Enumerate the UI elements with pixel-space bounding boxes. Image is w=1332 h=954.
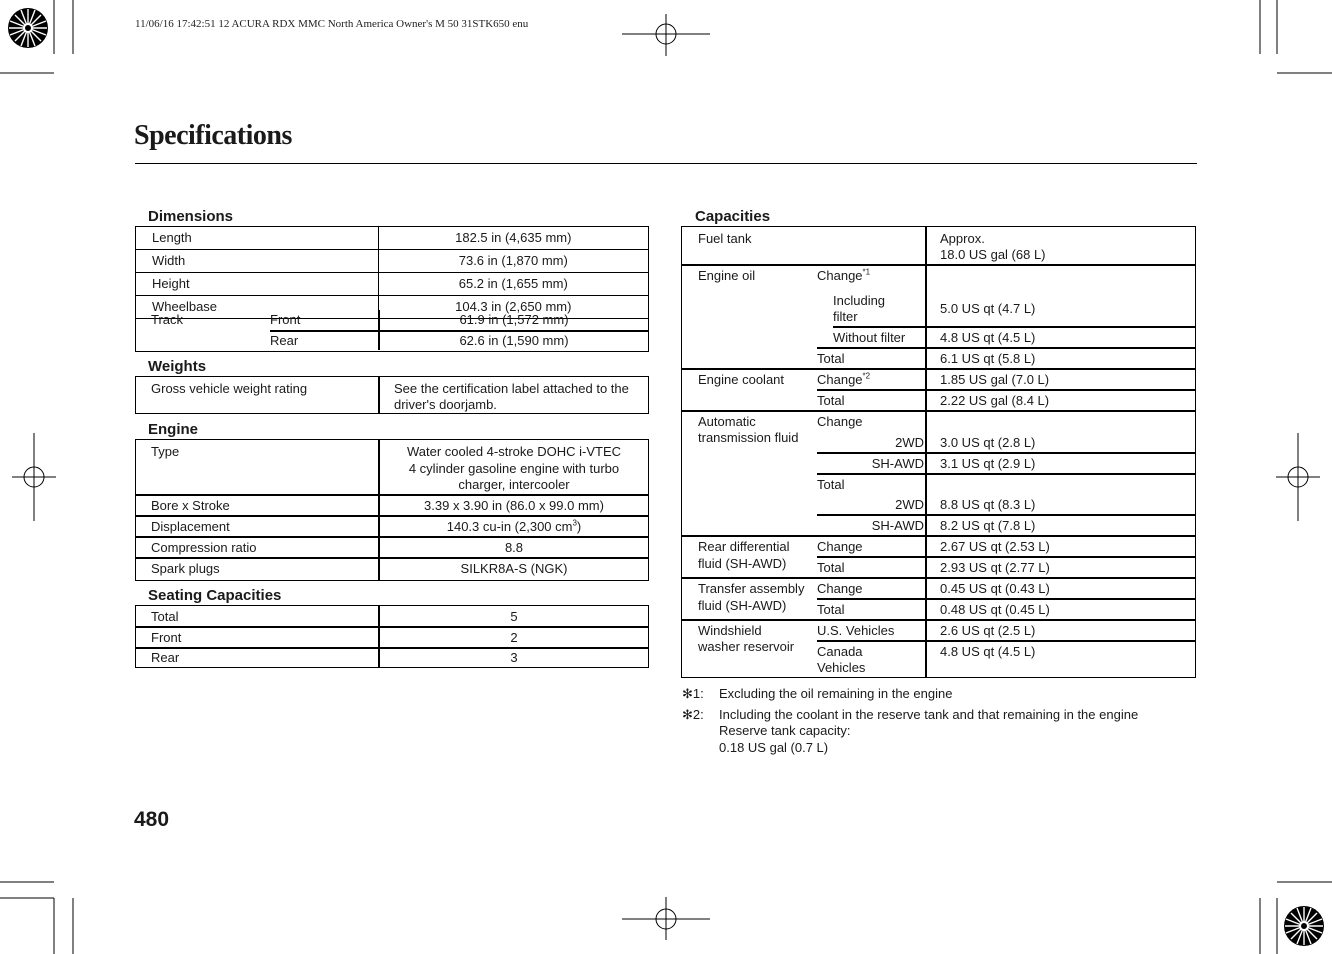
footnote-1-text: Excluding the oil remaining in the engine xyxy=(719,686,953,701)
page-title: Specifications xyxy=(134,120,292,151)
spark-plugs-label: Spark plugs xyxy=(151,561,220,576)
transfer-label-2: fluid (SH-AWD) xyxy=(698,598,787,613)
atf-total-2wd-value: 8.8 US qt (8.3 L) xyxy=(940,497,1036,512)
capacities-table xyxy=(681,226,1196,678)
canada-value: 4.8 US qt (4.5 L) xyxy=(940,644,1036,659)
print-header: 11/06/16 17:42:51 12 ACURA RDX MMC North America Owner's M 50 31STK650 enu xyxy=(135,18,529,30)
rear-diff-total-label: Total xyxy=(817,560,845,575)
coolant-total-label: Total xyxy=(817,393,845,408)
track-label: Track xyxy=(151,312,184,327)
transfer-change-label: Change xyxy=(817,581,863,596)
bore-stroke-value: 3.39 x 3.90 in (86.0 x 99.0 mm) xyxy=(424,498,604,513)
atf-change-shawd-label: SH-AWD xyxy=(871,456,924,471)
displacement-value: 140.3 cu-in (2,300 $cm^3$) xyxy=(446,518,582,534)
without-filter-value: 4.8 US qt (4.5 L) xyxy=(940,330,1036,345)
atf-label-1: Automatic xyxy=(698,414,756,429)
seating-total-value: 5 xyxy=(510,609,518,624)
fuel-tank-label: Fuel tank xyxy=(698,231,752,246)
engine-type-line-3: charger, intercooler xyxy=(458,477,570,492)
weights-table xyxy=(135,376,649,414)
transfer-total-label: Total xyxy=(817,602,845,617)
engine-type-line-1: Water cooled 4-stroke DOHC i-VTEC xyxy=(406,444,622,459)
row-value: 182.5 in (4,635 mm) xyxy=(378,227,648,250)
atf-total-shawd-value: 8.2 US qt (7.8 L) xyxy=(940,518,1036,533)
dimensions-table xyxy=(135,226,649,319)
page-number: 480 xyxy=(134,808,170,831)
seating-total-label: Total xyxy=(151,609,179,624)
footnote-2-text-1: Including the coolant in the reserve tank and that remaining in the engine xyxy=(719,707,1139,722)
track-rear-value: 62.6 in (1,590 mm) xyxy=(459,333,569,348)
engine-table xyxy=(135,439,649,581)
engine-type-label: Type xyxy=(151,444,180,459)
rear-diff-change-value: 2.67 US qt (2.53 L) xyxy=(940,539,1050,554)
transfer-total-value: 0.48 US qt (0.45 L) xyxy=(940,602,1050,617)
atf-total-label: Total xyxy=(817,477,845,492)
compression-label: Compression ratio xyxy=(151,540,257,555)
coolant-total-value: 2.22 US gal (8.4 L) xyxy=(940,393,1050,408)
table-row xyxy=(136,273,649,296)
seating-table xyxy=(135,605,649,668)
oil-total-label: Total xyxy=(817,351,845,366)
rear-diff-label-1: Rear differential xyxy=(698,539,790,554)
including-filter-value: 5.0 US qt (4.7 L) xyxy=(940,301,1036,316)
row-label: Length xyxy=(136,227,379,250)
weights-heading: Weights xyxy=(148,358,207,375)
engine-oil-label: Engine oil xyxy=(698,268,756,283)
compression-value: 8.8 xyxy=(504,540,524,555)
oil-change-label: Change$^{*1}$ xyxy=(817,267,871,283)
us-vehicles-label: U.S. Vehicles xyxy=(817,623,895,638)
title-rule xyxy=(135,163,1197,164)
bore-stroke-label: Bore x Stroke xyxy=(151,498,230,513)
washer-label-1: Windshield xyxy=(698,623,762,638)
gvwr-value: See the certification label attached to the driver's doorjamb. xyxy=(394,381,629,412)
rear-diff-total-value: 2.93 US qt (2.77 L) xyxy=(940,560,1050,575)
engine-type-line-2: 4 cylinder gasoline engine with turbo xyxy=(408,461,620,476)
table-row xyxy=(136,227,649,250)
atf-total-2wd-label: 2WD xyxy=(895,497,924,512)
track-rear-label: Rear xyxy=(270,333,299,348)
canada-label-2: Vehicles xyxy=(817,660,866,675)
including-filter-2: filter xyxy=(833,309,858,324)
atf-change-label: Change xyxy=(817,414,863,429)
footnote-2-text-2: Reserve tank capacity: xyxy=(719,723,851,738)
atf-label-2: transmission fluid xyxy=(698,430,799,445)
seating-front-value: 2 xyxy=(510,630,518,645)
atf-total-shawd-label: SH-AWD xyxy=(871,518,924,533)
rear-diff-change-label: Change xyxy=(817,539,863,554)
engine-coolant-label: Engine coolant xyxy=(698,372,785,387)
footnote-2-text-3: 0.18 US gal (0.7 L) xyxy=(719,740,829,755)
atf-change-2wd-value: 3.0 US qt (2.8 L) xyxy=(940,435,1036,450)
atf-change-shawd-value: 3.1 US qt (2.9 L) xyxy=(940,456,1036,471)
oil-total-value: 6.1 US qt (5.8 L) xyxy=(940,351,1036,366)
row-value: 65.2 in (1,655 mm) xyxy=(378,273,648,296)
capacities-heading: Capacities xyxy=(695,208,771,225)
engine-heading: Engine xyxy=(148,421,199,438)
displacement-label: Displacement xyxy=(151,519,230,534)
seating-front-label: Front xyxy=(151,630,182,645)
coolant-change-value: 1.85 US gal (7.0 L) xyxy=(940,372,1050,387)
table-row xyxy=(136,250,649,273)
seating-rear-label: Rear xyxy=(151,650,180,665)
transfer-change-value: 0.45 US qt (0.43 L) xyxy=(940,581,1050,596)
rear-diff-label-2: fluid (SH-AWD) xyxy=(698,556,787,571)
seating-heading: Seating Capacities xyxy=(148,587,282,604)
including-filter-1: Including xyxy=(833,293,886,308)
seating-rear-value: 3 xyxy=(510,650,518,665)
transfer-label-1: Transfer assembly xyxy=(698,581,805,596)
dimensions-heading: Dimensions xyxy=(148,208,234,225)
fuel-value: 18.0 US gal (68 L) xyxy=(940,247,1046,262)
fuel-approx: Approx. xyxy=(940,231,985,246)
row-label: Height xyxy=(136,273,379,296)
washer-label-2: washer reservoir xyxy=(698,639,795,654)
row-label: Wheelbase xyxy=(136,296,379,319)
spark-plugs-value: SILKR8A-S (NGK) xyxy=(460,561,568,576)
row-value: 73.6 in (1,870 mm) xyxy=(378,250,648,273)
atf-change-2wd-label: 2WD xyxy=(895,435,924,450)
canada-label-1: Canada xyxy=(817,644,863,659)
us-vehicles-value: 2.6 US qt (2.5 L) xyxy=(940,623,1036,638)
track-front-value: 61.9 in (1,572 mm) xyxy=(459,312,569,327)
gvwr-label: Gross vehicle weight rating xyxy=(151,381,308,396)
track-block xyxy=(135,310,649,352)
row-value: 104.3 in (2,650 mm) xyxy=(378,296,648,319)
footnote-2-mark: ✻2: xyxy=(682,707,704,722)
coolant-change-label: Change$^{*2}$ xyxy=(817,371,871,387)
footnote-1-mark: ✻1: xyxy=(682,686,704,701)
without-filter-label: Without filter xyxy=(833,330,906,345)
row-label: Width xyxy=(136,250,379,273)
track-front-label: Front xyxy=(270,312,301,327)
